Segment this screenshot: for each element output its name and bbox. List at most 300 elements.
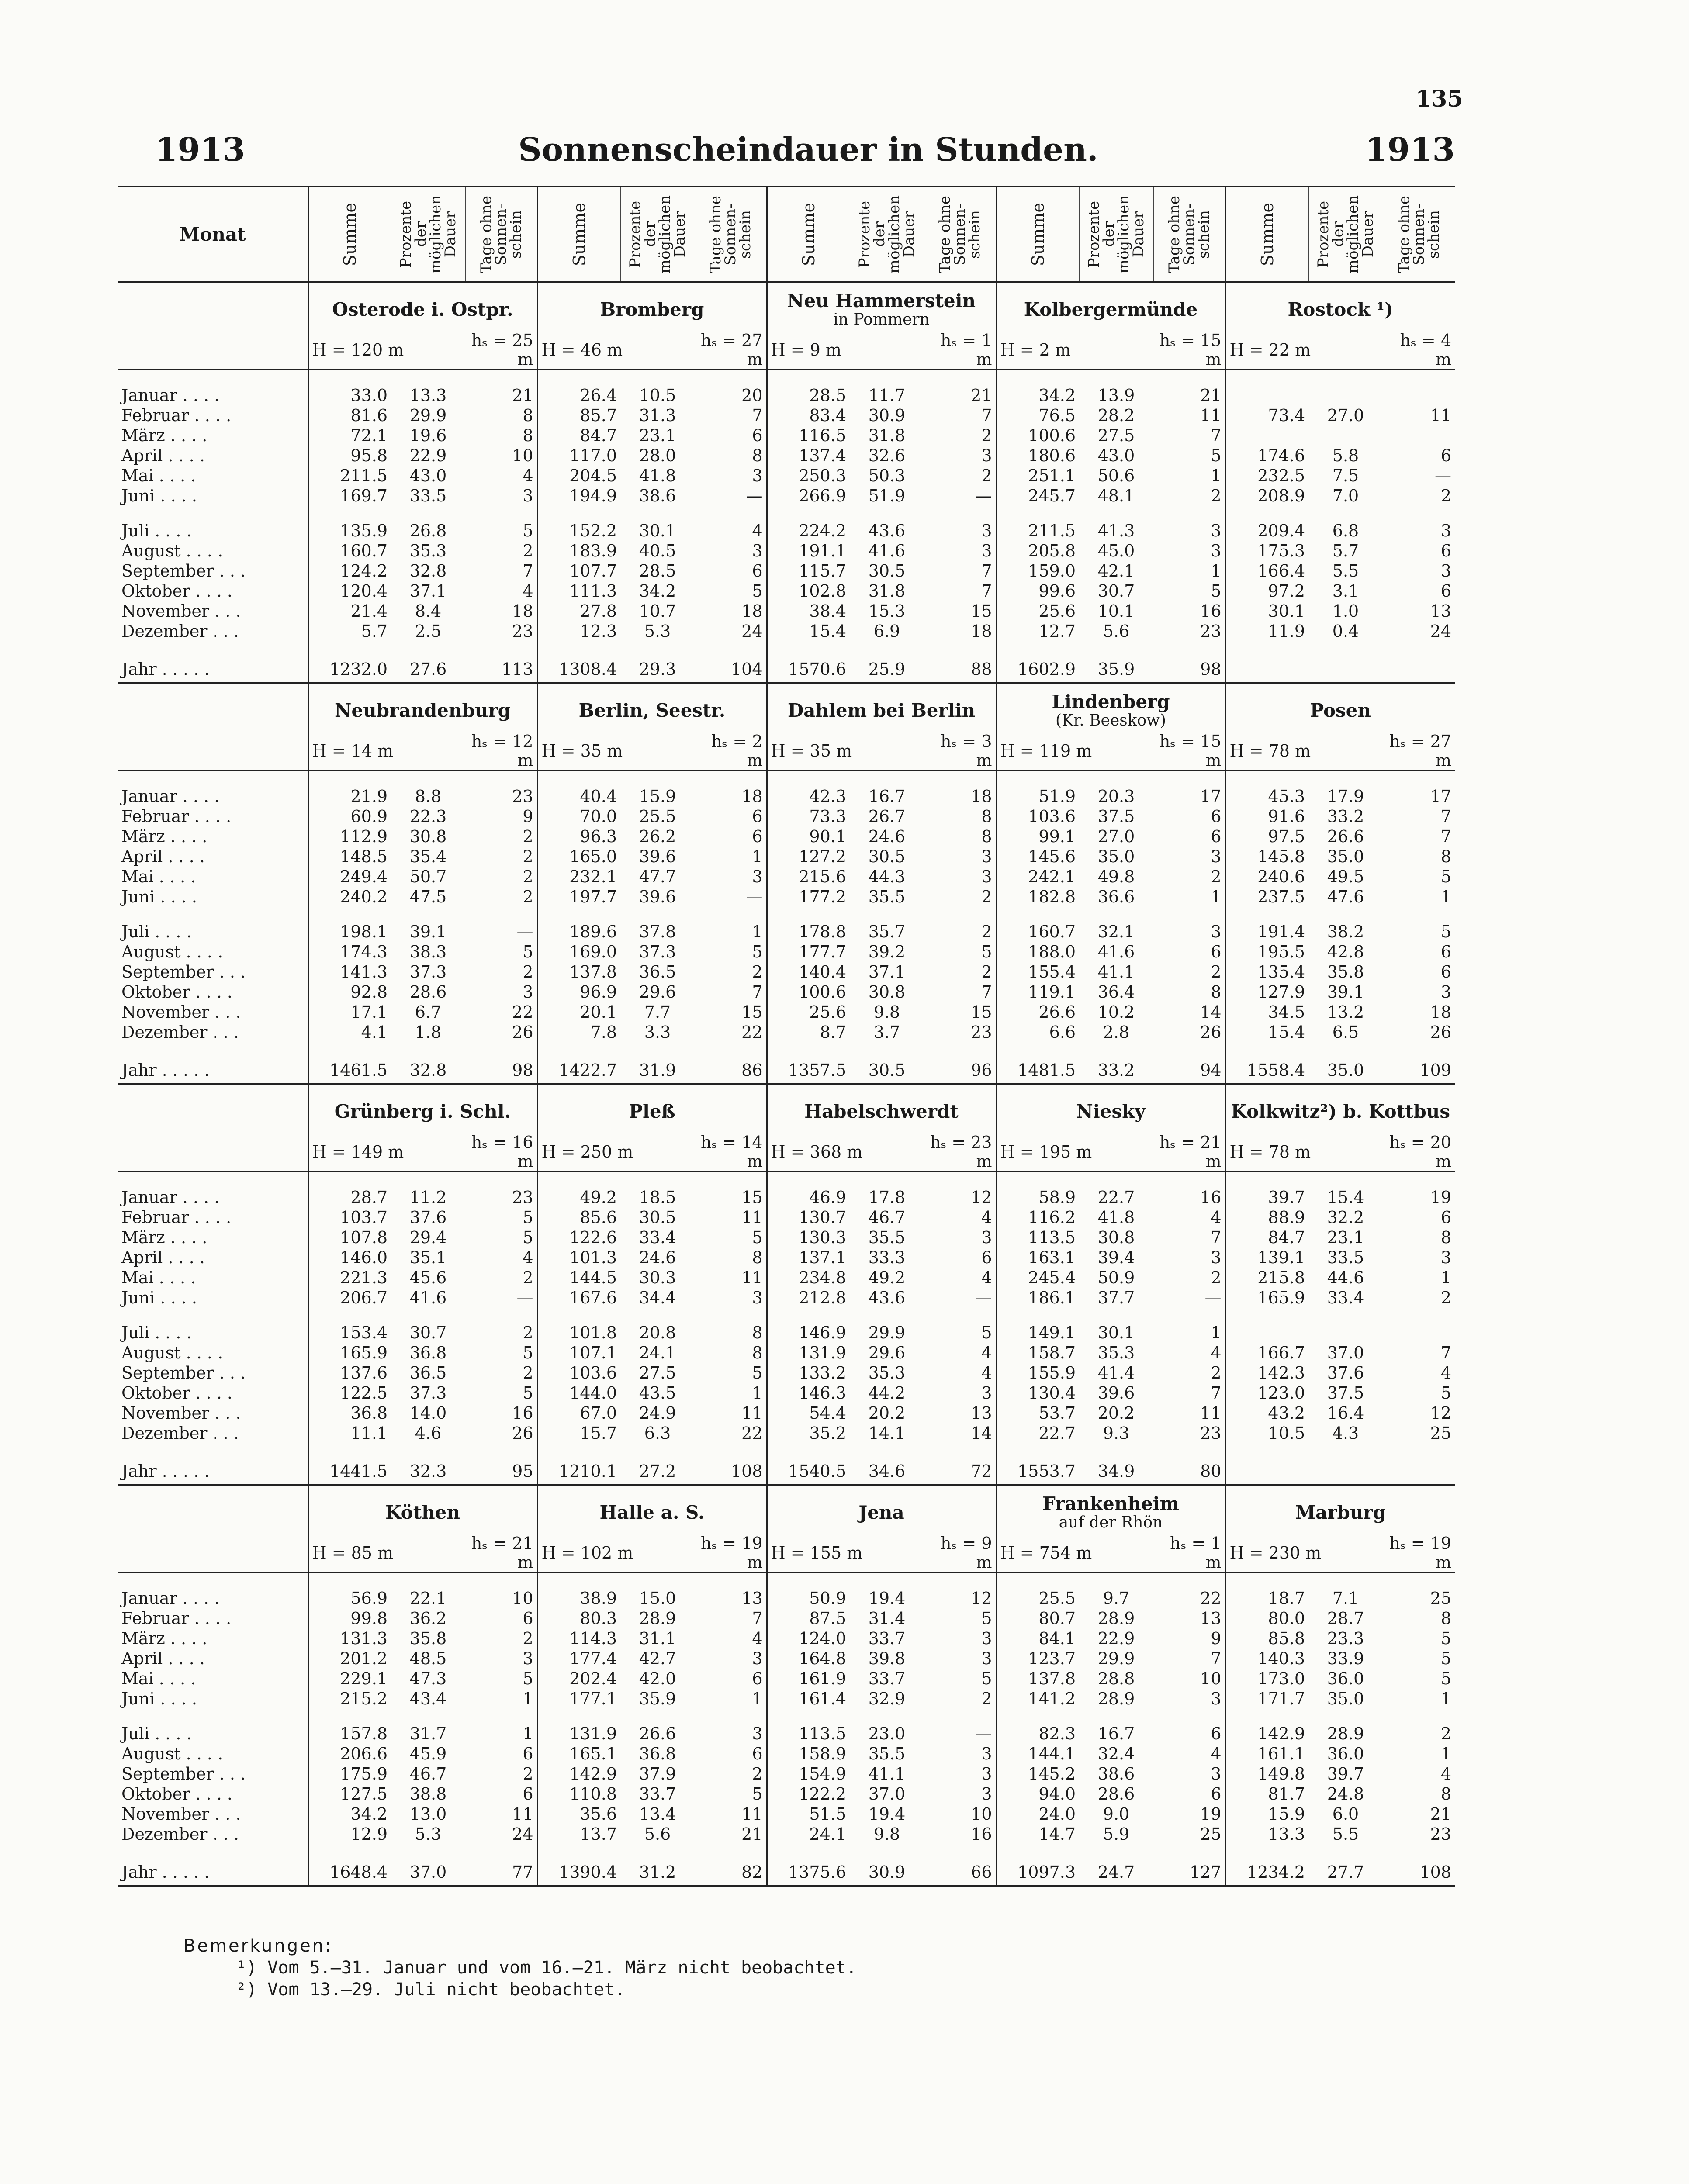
value-prozent: 37.5 — [1097, 807, 1135, 826]
year-prozent: 27.7 — [1308, 1859, 1383, 1886]
station-elevation: H = 230 m — [1225, 1534, 1383, 1573]
value-tage — [1383, 385, 1455, 405]
value-tage: 3 — [1211, 521, 1222, 540]
value-summe: 10.5 — [1225, 1423, 1308, 1443]
year-prozent: 34.9 — [1079, 1458, 1153, 1485]
value-summe: 26.4 — [537, 385, 620, 405]
value-tage: 2 — [1211, 1363, 1222, 1382]
value-prozent: 26.8 — [409, 521, 447, 540]
empty-cell — [767, 771, 996, 787]
header-summe-label: Summe — [569, 202, 589, 266]
value-tage: 7 — [1211, 1649, 1222, 1668]
value-prozent: 14.1 — [868, 1424, 906, 1443]
value-prozent: 5.8 — [1332, 446, 1359, 465]
value-summe: 11.9 — [1225, 621, 1308, 641]
value-summe: 122.2 — [767, 1784, 850, 1804]
value-tage: 23 — [512, 787, 533, 806]
value-tage: 1 — [752, 847, 763, 866]
value-tage: 11 — [1430, 406, 1451, 425]
value-summe: 117.0 — [537, 446, 620, 466]
value-summe: 169.0 — [537, 942, 620, 962]
value-tage: 22 — [1200, 1589, 1222, 1608]
value-tage: 7 — [523, 561, 533, 581]
sensor-height: hₛ = 1 m — [924, 331, 996, 370]
value-prozent: 35.5 — [868, 1744, 906, 1763]
value-tage: 3 — [981, 446, 992, 465]
value-prozent: 28.9 — [1097, 1689, 1135, 1708]
value-tage: 5 — [523, 1669, 533, 1688]
value-prozent: 43.0 — [409, 466, 447, 485]
value-summe: 144.0 — [537, 1383, 620, 1403]
value-prozent: 35.5 — [868, 887, 906, 906]
value-prozent: 7.1 — [1332, 1589, 1359, 1608]
value-tage: — — [1435, 466, 1451, 485]
value-tage: 13 — [741, 1589, 763, 1608]
value-tage: 5 — [752, 1363, 763, 1382]
value-tage: 8 — [1211, 982, 1222, 1002]
value-tage: 6 — [523, 1784, 533, 1804]
value-prozent: 6.3 — [644, 1424, 671, 1443]
value-prozent: 36.2 — [409, 1609, 447, 1628]
value-tage: 8 — [981, 827, 992, 846]
value-summe: 146.9 — [767, 1323, 850, 1343]
value-tage: 3 — [981, 1784, 992, 1804]
value-prozent: 35.0 — [1327, 847, 1364, 866]
spacer-row — [118, 1042, 1455, 1057]
value-prozent: 23.3 — [1327, 1629, 1364, 1648]
value-tage: 8 — [752, 1343, 763, 1362]
value-tage: 5 — [523, 1343, 533, 1362]
station-title: Niesky — [1076, 1100, 1146, 1122]
value-summe: 96.9 — [537, 982, 620, 1002]
value-prozent: 33.4 — [1327, 1288, 1364, 1307]
value-summe: 7.8 — [537, 1022, 620, 1042]
month-label: November . . . — [121, 1804, 241, 1824]
year-tage: 108 — [1383, 1859, 1455, 1886]
year-tage: 109 — [1383, 1057, 1455, 1084]
year-summe: 1210.1 — [537, 1458, 620, 1485]
empty-cell — [767, 1573, 996, 1589]
empty-cell — [537, 1172, 767, 1188]
value-summe: 27.8 — [537, 601, 620, 621]
year-prozent: 25.9 — [850, 656, 924, 683]
value-summe: 137.1 — [767, 1248, 850, 1268]
value-summe: 34.2 — [996, 385, 1079, 405]
station-elevation: H = 368 m — [767, 1133, 924, 1172]
value-summe: 164.8 — [767, 1648, 850, 1669]
value-tage: 3 — [1440, 1248, 1451, 1267]
value-summe: 242.1 — [996, 867, 1079, 887]
station-name — [996, 683, 1225, 732]
empty-cell — [537, 1573, 767, 1589]
empty-cell — [308, 907, 537, 922]
value-tage: 6 — [1440, 446, 1451, 465]
value-summe: 103.6 — [996, 806, 1079, 826]
year-tage: 88 — [924, 656, 996, 683]
header-summe — [537, 187, 620, 282]
sensor-height: hₛ = 27 m — [695, 331, 767, 370]
value-prozent: 16.7 — [1097, 1724, 1135, 1743]
header-tage — [924, 187, 996, 282]
value-tage: 1 — [1211, 466, 1222, 485]
year-row — [118, 1859, 1455, 1886]
value-tage: 3 — [981, 1764, 992, 1783]
value-prozent: 50.9 — [1097, 1268, 1135, 1287]
value-summe: 8.7 — [767, 1022, 850, 1042]
value-summe: 73.4 — [1225, 405, 1308, 425]
value-summe: 116.5 — [767, 425, 850, 446]
value-prozent: 5.5 — [1332, 561, 1359, 581]
value-prozent: 29.9 — [868, 1323, 906, 1342]
value-tage: 1 — [1440, 1689, 1451, 1708]
station-title: Dahlem bei Berlin — [787, 699, 976, 721]
empty-cell — [308, 1172, 537, 1188]
value-tage: 22 — [741, 1424, 763, 1443]
header-row — [118, 187, 1455, 282]
elevation-row — [118, 1534, 1455, 1573]
value-prozent: 32.6 — [868, 446, 906, 465]
value-tage: 9 — [1211, 1629, 1222, 1648]
value-prozent: 5.9 — [1103, 1825, 1130, 1844]
value-prozent: 2.8 — [1103, 1023, 1130, 1042]
value-prozent: 49.8 — [1097, 867, 1135, 886]
value-tage: 2 — [523, 1363, 533, 1382]
month-label: Januar . . . . — [121, 1188, 220, 1207]
value-prozent: 5.3 — [644, 622, 671, 641]
empty-cell — [118, 1172, 308, 1188]
year-tage: 95 — [465, 1458, 537, 1485]
value-prozent: 36.5 — [409, 1363, 447, 1382]
header-tage-label: Tage ohne Sonnen- schein — [707, 195, 754, 273]
value-summe: 161.1 — [1225, 1744, 1308, 1764]
value-summe: 221.3 — [308, 1268, 391, 1288]
value-summe: 88.9 — [1225, 1207, 1308, 1227]
value-prozent: 9.7 — [1103, 1589, 1130, 1608]
header-prozente-label: Prozente der möglichen Dauer — [1085, 195, 1147, 274]
page-title: Sonnenscheindauer in Stunden. — [518, 131, 1098, 169]
value-summe: 165.9 — [1225, 1288, 1308, 1308]
value-summe: 232.1 — [537, 867, 620, 887]
month-label: Oktober . . . . — [121, 982, 232, 1002]
value-prozent: 36.8 — [639, 1744, 676, 1763]
value-tage: 8 — [752, 1323, 763, 1342]
value-summe: 159.0 — [996, 561, 1079, 581]
empty-cell — [767, 370, 996, 386]
value-summe: 111.3 — [537, 581, 620, 601]
value-tage: 4 — [752, 521, 763, 540]
value-prozent: 44.3 — [868, 867, 906, 886]
month-label: Februar . . . . — [121, 406, 232, 425]
month-row — [118, 541, 1455, 561]
year-tage: 72 — [924, 1458, 996, 1485]
month-row — [118, 621, 1455, 641]
value-tage: 21 — [512, 386, 533, 405]
empty-cell — [996, 771, 1225, 787]
year-summe: 1390.4 — [537, 1859, 620, 1886]
value-prozent: 20.8 — [639, 1323, 676, 1342]
value-prozent: 37.0 — [868, 1784, 906, 1804]
value-prozent: 36.5 — [639, 962, 676, 981]
value-prozent: 23.0 — [868, 1724, 906, 1743]
year-summe: 1375.6 — [767, 1859, 850, 1886]
value-tage: 5 — [752, 1228, 763, 1247]
header-summe-label: Summe — [799, 202, 818, 266]
value-prozent — [1308, 1323, 1383, 1343]
empty-cell — [308, 1573, 537, 1589]
value-prozent: 30.1 — [1097, 1323, 1135, 1342]
header-prozente-label: Prozente der möglichen Dauer — [626, 195, 689, 274]
value-summe: 127.9 — [1225, 982, 1308, 1002]
value-tage: 23 — [512, 622, 533, 641]
value-summe — [1225, 1323, 1308, 1343]
value-tage: 2 — [1211, 486, 1222, 505]
empty-cell — [996, 907, 1225, 922]
value-summe: 146.0 — [308, 1248, 391, 1268]
empty-cell — [1225, 1042, 1455, 1057]
value-prozent: 19.4 — [868, 1804, 906, 1824]
value-prozent: 33.7 — [868, 1629, 906, 1648]
value-prozent: 46.7 — [409, 1764, 447, 1783]
value-summe: 85.8 — [1225, 1628, 1308, 1648]
header-tage — [1383, 187, 1455, 282]
value-summe: 175.9 — [308, 1764, 391, 1784]
month-row — [118, 942, 1455, 962]
value-prozent: 29.9 — [1097, 1649, 1135, 1668]
value-summe: 130.4 — [996, 1383, 1079, 1403]
value-prozent: 31.8 — [868, 581, 906, 601]
header-tage-label: Tage ohne Sonnen- schein — [1395, 195, 1443, 273]
value-tage: 3 — [523, 1649, 533, 1668]
year-summe: 1232.0 — [308, 656, 391, 683]
header-tage-label: Tage ohne Sonnen- schein — [478, 195, 525, 273]
value-prozent: 15.4 — [1327, 1188, 1364, 1207]
year-prozent — [1308, 656, 1383, 683]
year-summe: 1461.5 — [308, 1057, 391, 1084]
value-tage: 11 — [741, 1268, 763, 1287]
value-tage: 4 — [1211, 1744, 1222, 1763]
station-title: Berlin, Seestr. — [578, 699, 726, 721]
value-tage: — — [975, 1724, 992, 1743]
value-tage: 10 — [512, 446, 533, 465]
month-row — [118, 446, 1455, 466]
value-prozent: 28.0 — [639, 446, 676, 465]
value-summe: 183.9 — [537, 541, 620, 561]
value-prozent: 33.9 — [1327, 1649, 1364, 1668]
value-summe: 145.8 — [1225, 847, 1308, 867]
value-summe: 46.9 — [767, 1187, 850, 1207]
value-tage: 25 — [1200, 1825, 1222, 1844]
value-prozent: 38.3 — [409, 942, 447, 961]
station-subtitle: auf der Rhön — [1059, 1514, 1163, 1532]
value-prozent: 27.5 — [1097, 426, 1135, 445]
value-prozent: 39.6 — [1097, 1383, 1135, 1403]
value-tage: 25 — [1430, 1589, 1451, 1608]
value-prozent: 7.5 — [1332, 466, 1359, 485]
header-summe — [1225, 187, 1308, 282]
value-prozent: 6.7 — [415, 1002, 442, 1022]
station-name — [1225, 1485, 1455, 1534]
header-prozente — [850, 187, 924, 282]
value-prozent: 23.1 — [639, 426, 676, 445]
value-summe: 139.1 — [1225, 1248, 1308, 1268]
value-summe: 15.7 — [537, 1423, 620, 1443]
value-tage: 2 — [523, 867, 533, 886]
empty-cell — [537, 1042, 767, 1057]
value-summe: 165.0 — [537, 847, 620, 867]
station-name — [537, 1084, 767, 1133]
month-row — [118, 1363, 1455, 1383]
value-summe: 124.0 — [767, 1628, 850, 1648]
value-prozent: 30.3 — [639, 1268, 676, 1287]
month-label: August . . . . — [121, 942, 223, 961]
value-tage: 4 — [1211, 1208, 1222, 1227]
value-prozent: 28.7 — [1327, 1609, 1364, 1628]
value-summe: 28.5 — [767, 385, 850, 405]
value-summe: 194.9 — [537, 486, 620, 506]
station-name — [996, 282, 1225, 331]
value-prozent: 19.6 — [409, 426, 447, 445]
month-label: November . . . — [121, 1403, 241, 1423]
value-summe: 122.5 — [308, 1383, 391, 1403]
value-prozent: 27.0 — [1327, 406, 1364, 425]
value-tage: 18 — [741, 787, 763, 806]
value-tage: 17 — [1430, 787, 1451, 806]
header-prozente — [620, 187, 695, 282]
value-summe: 224.2 — [767, 521, 850, 541]
value-prozent: 30.9 — [868, 406, 906, 425]
year-prozent: 35.0 — [1308, 1057, 1383, 1084]
value-summe: 169.7 — [308, 486, 391, 506]
spacer-row — [118, 1844, 1455, 1859]
month-label: September . . . — [121, 1764, 246, 1783]
year-prozent: 34.6 — [850, 1458, 924, 1485]
value-summe: 195.5 — [1225, 942, 1308, 962]
station-title: Kolkwitz²) b. Kottbus — [1231, 1100, 1450, 1122]
month-label: Februar . . . . — [121, 807, 232, 826]
year-right: 1913 — [1365, 131, 1455, 169]
value-tage: 6 — [752, 807, 763, 826]
value-summe: 177.1 — [537, 1689, 620, 1709]
month-row — [118, 521, 1455, 541]
value-summe: 127.5 — [308, 1784, 391, 1804]
month-row — [118, 1002, 1455, 1022]
remark-2: ²) Vom 13.—29. Juli nicht beobachtet. — [236, 1980, 626, 2000]
value-prozent: 26.6 — [1327, 827, 1364, 846]
station-title: Marburg — [1295, 1501, 1386, 1523]
value-summe: 80.3 — [537, 1608, 620, 1628]
year-prozent: 33.2 — [1079, 1057, 1153, 1084]
value-prozent: 45.6 — [409, 1268, 447, 1287]
empty-cell — [118, 1534, 308, 1573]
value-summe: 95.8 — [308, 446, 391, 466]
value-tage: 12 — [1430, 1403, 1451, 1423]
value-prozent: 48.1 — [1097, 486, 1135, 505]
value-prozent: 42.8 — [1327, 942, 1364, 961]
year-summe: 1540.5 — [767, 1458, 850, 1485]
station-title: Osterode i. Ostpr. — [332, 298, 513, 320]
sensor-height: hₛ = 14 m — [695, 1133, 767, 1172]
value-tage: 2 — [1211, 1268, 1222, 1287]
value-prozent: 15.3 — [868, 601, 906, 621]
value-prozent: 25.5 — [639, 807, 676, 826]
value-prozent: 44.6 — [1327, 1268, 1364, 1287]
value-tage: 3 — [981, 521, 992, 540]
station-elevation: H = 35 m — [767, 732, 924, 771]
value-prozent: 49.2 — [868, 1268, 906, 1287]
value-prozent: 35.0 — [1097, 847, 1135, 866]
value-prozent: 35.9 — [639, 1689, 676, 1708]
value-tage: 3 — [1211, 1764, 1222, 1783]
year-summe: 1422.7 — [537, 1057, 620, 1084]
value-summe: 161.4 — [767, 1689, 850, 1709]
empty-cell — [996, 641, 1225, 656]
year-tage: 127 — [1153, 1859, 1225, 1886]
value-tage: 3 — [752, 1724, 763, 1743]
value-summe: 160.7 — [308, 541, 391, 561]
value-summe: 237.5 — [1225, 887, 1308, 907]
value-prozent: 35.3 — [1097, 1343, 1135, 1362]
month-row — [118, 826, 1455, 847]
value-prozent: 39.4 — [1097, 1248, 1135, 1267]
value-prozent — [1308, 385, 1383, 405]
month-label: Februar . . . . — [121, 1609, 232, 1628]
value-prozent: 39.6 — [639, 847, 676, 866]
value-prozent: 37.5 — [1327, 1383, 1364, 1403]
value-tage: 21 — [1430, 1804, 1451, 1824]
empty-cell — [1225, 1709, 1455, 1724]
year-prozent: 27.6 — [391, 656, 465, 683]
value-tage: 3 — [1211, 541, 1222, 560]
value-summe: 188.0 — [996, 942, 1079, 962]
value-tage: 8 — [1440, 1609, 1451, 1628]
year-prozent: 27.2 — [620, 1458, 695, 1485]
value-tage: 11 — [512, 1804, 533, 1824]
value-tage: 6 — [752, 827, 763, 846]
value-prozent: 51.9 — [868, 486, 906, 505]
value-summe: 22.7 — [996, 1423, 1079, 1443]
value-tage: 2 — [981, 887, 992, 906]
value-prozent: 24.8 — [1327, 1784, 1364, 1804]
value-summe: 107.8 — [308, 1227, 391, 1248]
month-row — [118, 561, 1455, 581]
value-prozent: 42.1 — [1097, 561, 1135, 581]
year-row — [118, 1458, 1455, 1485]
year-prozent: 37.0 — [391, 1859, 465, 1886]
empty-cell — [118, 282, 308, 331]
value-summe: 250.3 — [767, 466, 850, 486]
year-prozent: 31.2 — [620, 1859, 695, 1886]
value-tage: 5 — [752, 581, 763, 601]
station-title: Neubrandenburg — [335, 699, 511, 721]
value-summe: 34.5 — [1225, 1002, 1308, 1022]
value-tage: 18 — [971, 622, 992, 641]
month-row — [118, 466, 1455, 486]
value-prozent: 40.5 — [639, 541, 676, 560]
value-summe: 161.9 — [767, 1669, 850, 1689]
month-label: Oktober . . . . — [121, 1784, 232, 1804]
empty-cell — [767, 1844, 996, 1859]
value-tage: 7 — [1211, 1228, 1222, 1247]
value-tage: 6 — [1211, 942, 1222, 961]
value-summe: 100.6 — [996, 425, 1079, 446]
value-tage: 8 — [523, 426, 533, 445]
remarks-title: Bemerkungen: — [183, 1936, 333, 1956]
station-name — [1225, 683, 1455, 732]
value-summe: 137.4 — [767, 446, 850, 466]
value-tage: 6 — [523, 1609, 533, 1628]
value-summe: 266.9 — [767, 486, 850, 506]
value-prozent: 24.9 — [639, 1403, 676, 1423]
